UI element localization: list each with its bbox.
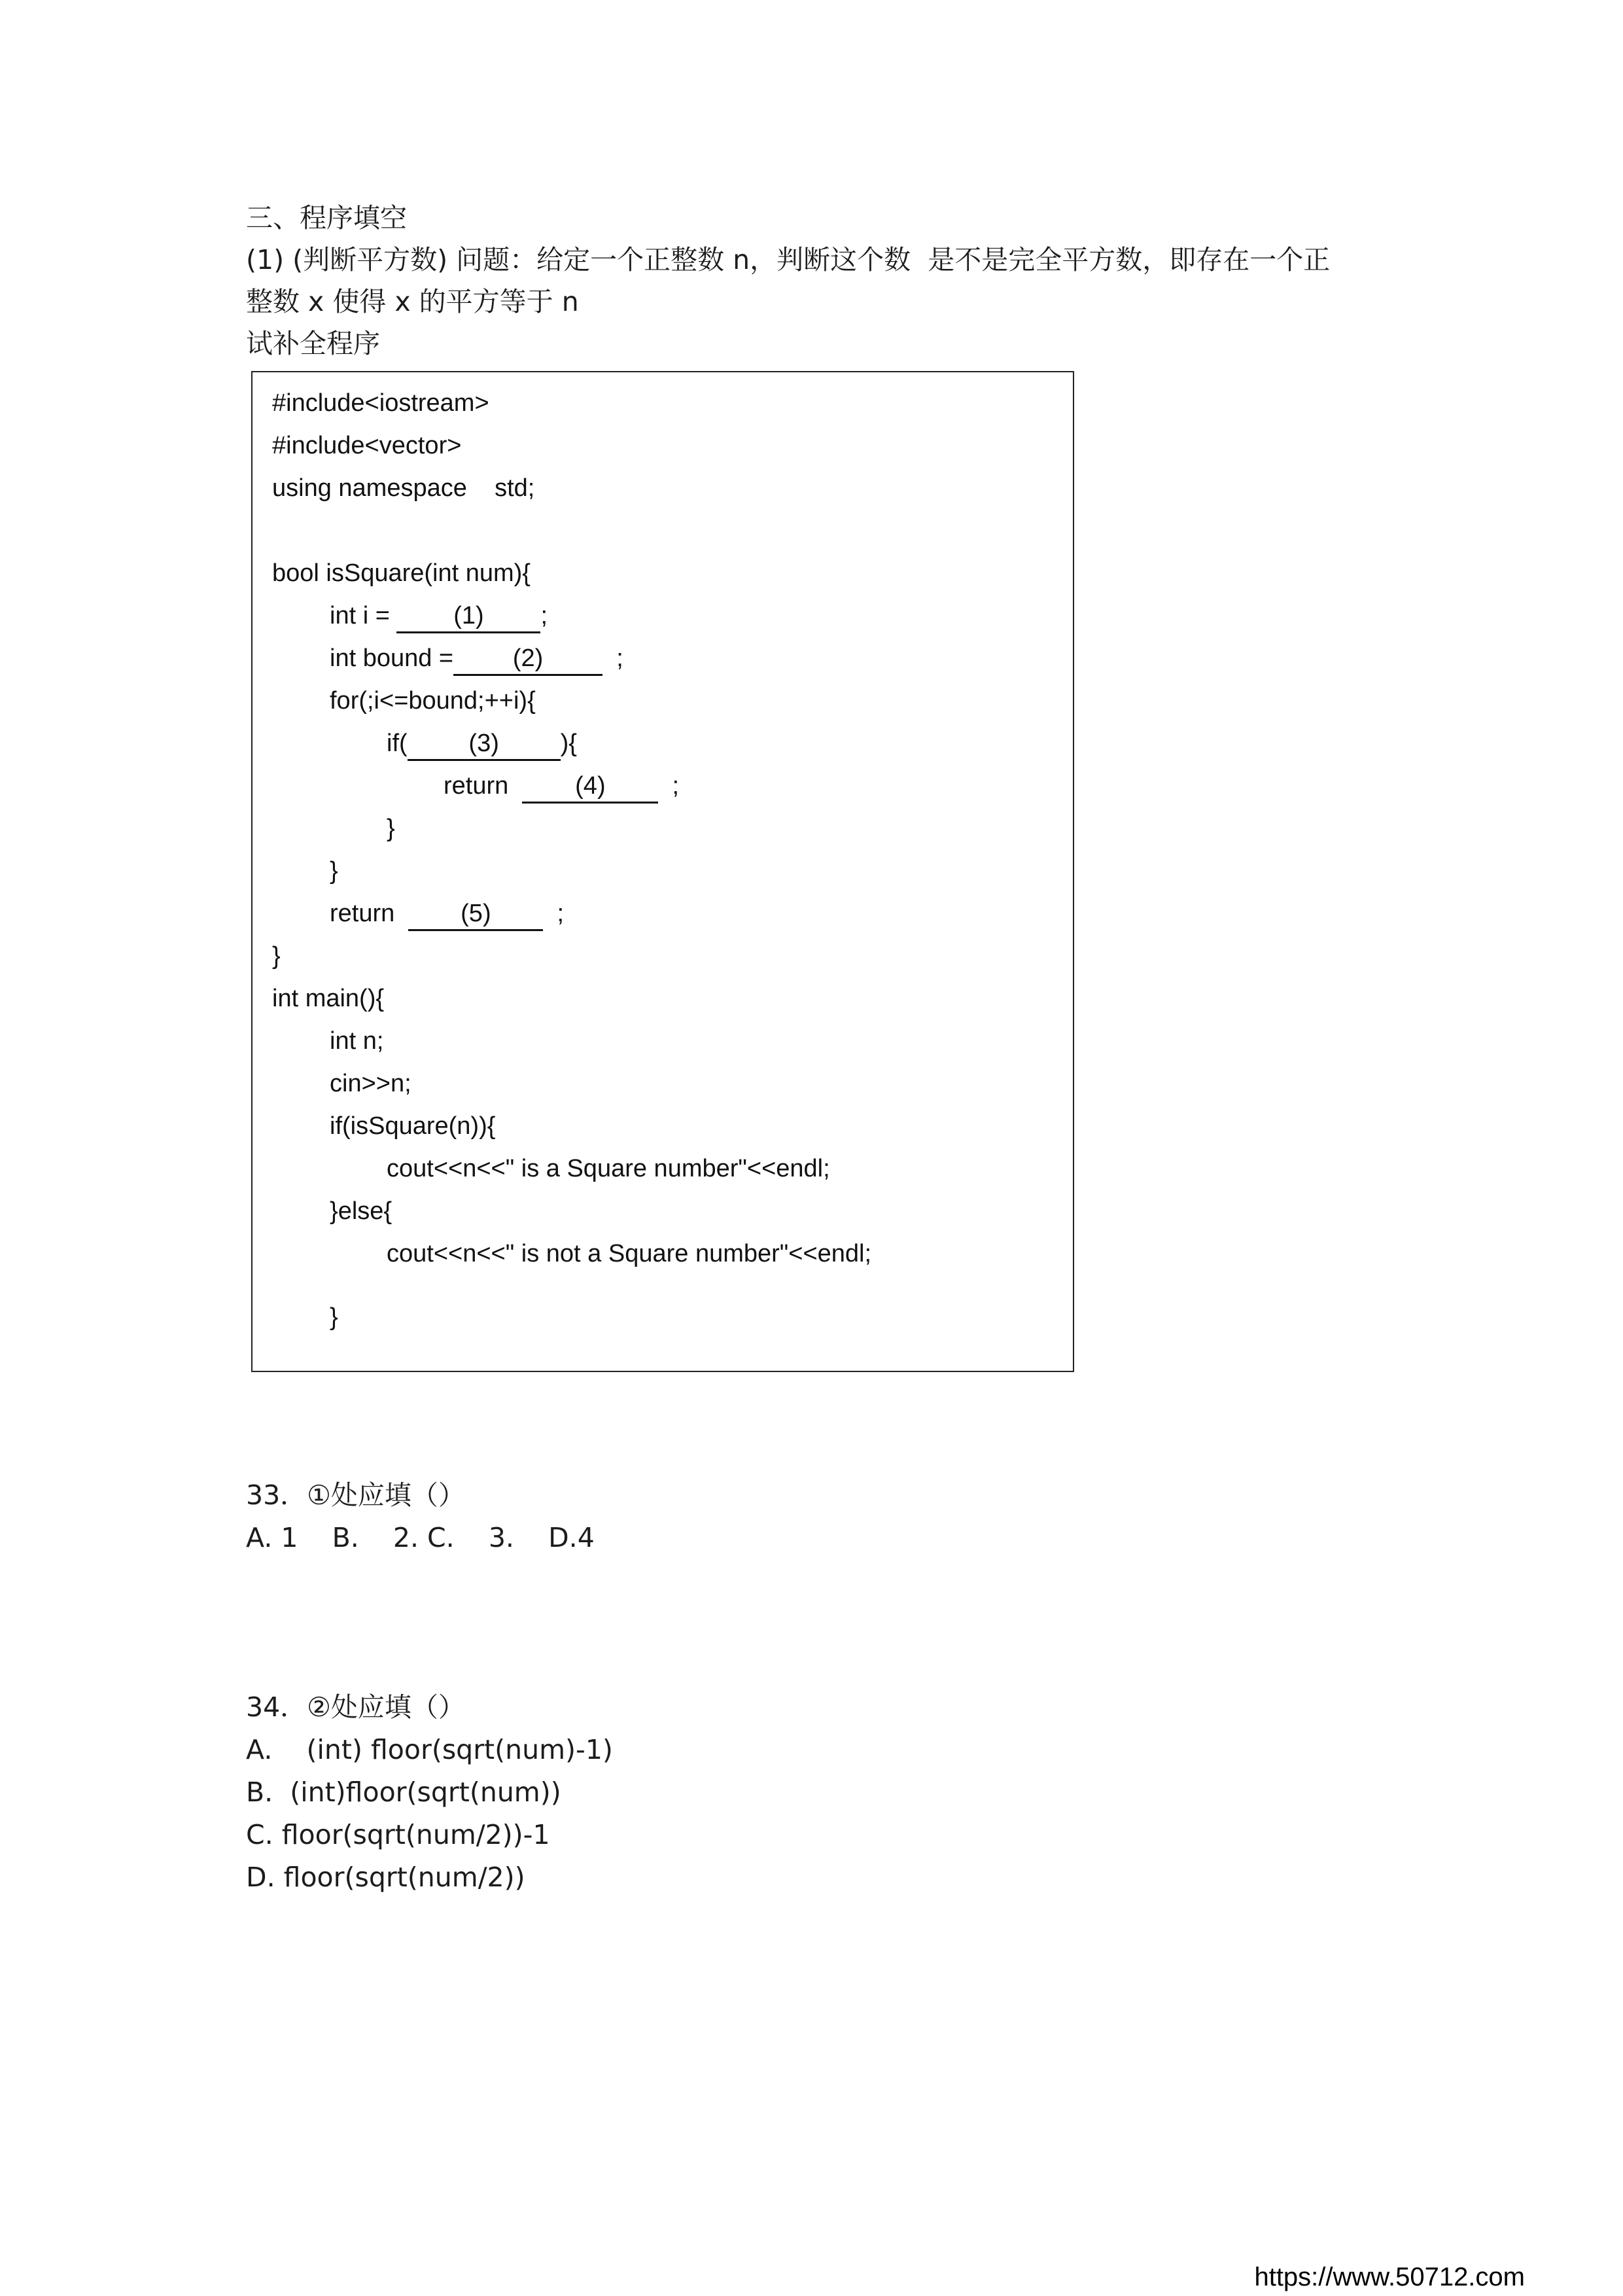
code-text: ; bbox=[540, 602, 548, 629]
code-line: using namespace std; bbox=[272, 474, 535, 502]
code-line: int n; bbox=[330, 1027, 384, 1055]
code-line: } bbox=[387, 815, 395, 842]
code-line: cout<<n<<" is a Square number"<<endl; bbox=[387, 1155, 830, 1182]
code-line: cout<<n<<" is not a Square number"<<endl; bbox=[387, 1240, 872, 1267]
question-34-option-b: B. (int)floor(sqrt(num)) bbox=[246, 1776, 561, 1808]
code-line: } bbox=[330, 1303, 338, 1331]
code-text: ; bbox=[543, 900, 565, 927]
code-line: #include<vector> bbox=[272, 432, 462, 459]
question-text-line1: (1) (判断平方数) 问题：给定一个正整数 n，判断这个数 是不是完全平方数，即存在一个正 bbox=[246, 244, 1331, 275]
code-text: ; bbox=[658, 772, 680, 800]
code-text: if( bbox=[387, 730, 408, 757]
question-34-stem: 34．②处应填（） bbox=[246, 1691, 465, 1723]
code-text: return bbox=[444, 772, 523, 800]
blank-3: (3) bbox=[408, 728, 561, 761]
question-34-option-a: A. (int) floor(sqrt(num)-1) bbox=[246, 1734, 613, 1765]
code-text: return bbox=[330, 900, 409, 927]
blank-4: (4) bbox=[522, 770, 658, 804]
blank-2: (2) bbox=[453, 643, 602, 676]
question-34-option-d: D. floor(sqrt(num/2)) bbox=[246, 1862, 525, 1893]
code-line-blank-2 bbox=[330, 639, 623, 678]
code-line-blank-3 bbox=[387, 724, 577, 763]
code-text: ){ bbox=[560, 730, 578, 757]
question-33-options: A. 1 B. 2. C. 3. D.4 bbox=[246, 1522, 595, 1553]
code-line: }else{ bbox=[330, 1197, 393, 1225]
code-line: for(;i<=bound;++i){ bbox=[330, 687, 536, 715]
code-line: bool isSquare(int num){ bbox=[272, 559, 531, 587]
blank-1: (1) bbox=[396, 600, 540, 633]
instruction-text: 试补全程序 bbox=[246, 328, 380, 359]
code-line: } bbox=[272, 942, 281, 970]
question-33-stem: 33．①处应填（） bbox=[246, 1479, 465, 1511]
code-text: ; bbox=[602, 645, 623, 672]
footer-url: https://www.50712.com bbox=[1254, 2263, 1525, 2291]
code-line: if(isSquare(n)){ bbox=[330, 1112, 496, 1140]
code-line-blank-5 bbox=[330, 894, 564, 933]
blank-5: (5) bbox=[408, 898, 543, 931]
code-text: int bound = bbox=[330, 645, 454, 672]
code-line: int main(){ bbox=[272, 985, 385, 1012]
code-line: } bbox=[330, 857, 338, 885]
code-line: cin>>n; bbox=[330, 1070, 411, 1097]
code-line: #include<iostream> bbox=[272, 389, 489, 417]
section-title: 三、程序填空 bbox=[246, 202, 407, 234]
question-text-line2: 整数 x 使得 x 的平方等于 n bbox=[246, 286, 579, 317]
code-line-blank-4 bbox=[444, 766, 679, 805]
question-34-option-c: C. floor(sqrt(num/2))-1 bbox=[246, 1819, 550, 1850]
code-text: int i = bbox=[330, 602, 397, 629]
code-line-blank-1 bbox=[330, 596, 548, 635]
